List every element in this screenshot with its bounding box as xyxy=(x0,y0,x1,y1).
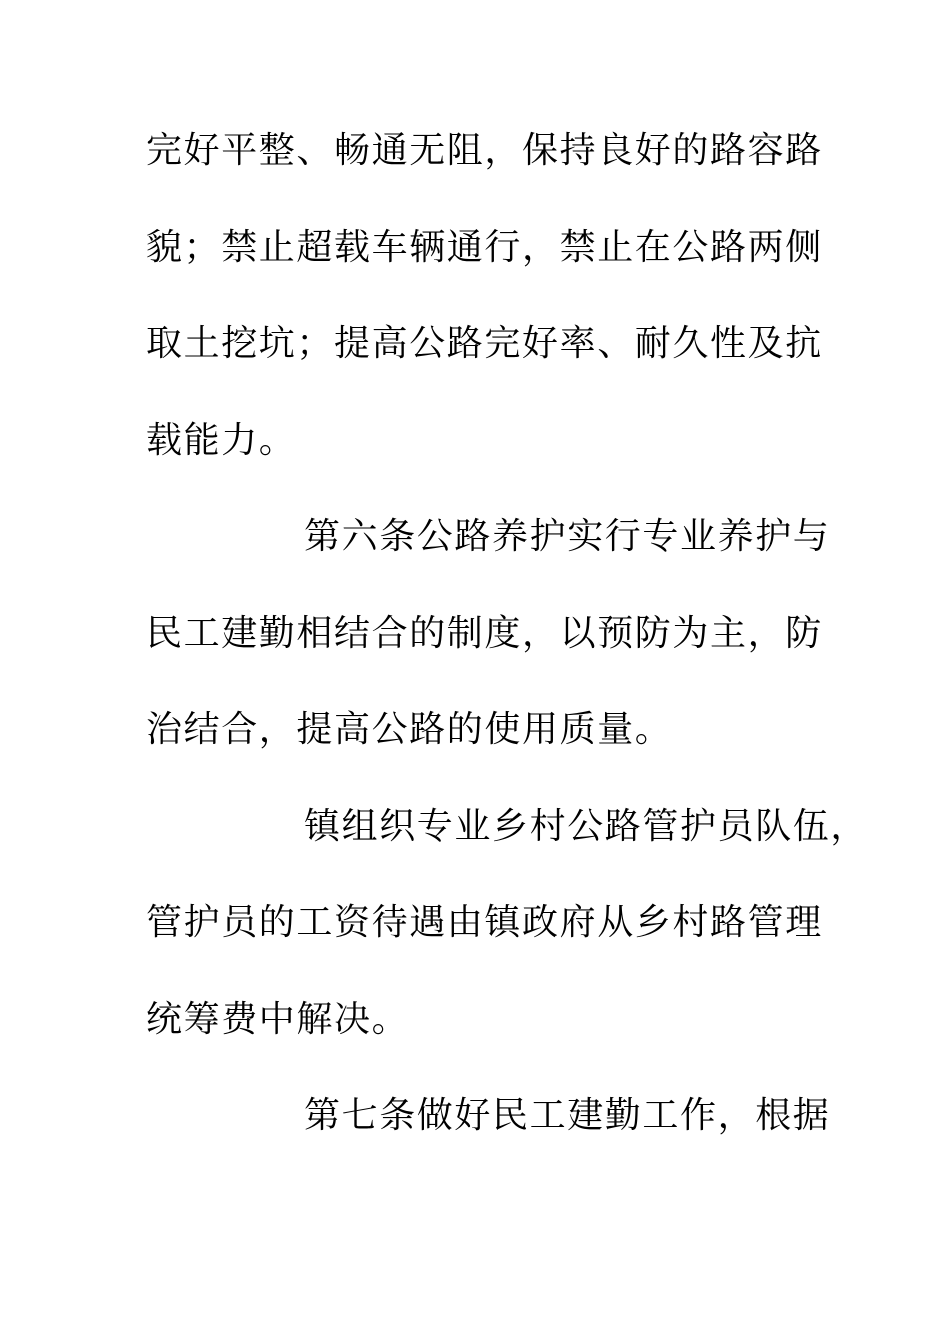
paragraph-start-article-6: 第六条公路养护实行专业养护与 xyxy=(304,516,831,557)
document-body xyxy=(146,118,869,1180)
paragraph-start-article-7: 第七条做好民工建勤工作，根据 xyxy=(304,1095,831,1136)
text-line: 管护员的工资待遇由镇政府从乡村路管理 xyxy=(146,902,823,943)
text-line: 统筹费中解决。 xyxy=(146,998,410,1040)
text-line: 载能力。 xyxy=(146,419,297,461)
text-line: 取土挖坑；提高公路完好率、耐久性及抗 xyxy=(146,323,823,364)
text-line: 民工建勤相结合的制度，以预防为主，防 xyxy=(146,612,823,654)
text-line: 完好平整、畅通无阻，保持良好的路容路 xyxy=(146,130,823,171)
text-line: 治结合，提高公路的使用质量。 xyxy=(146,709,673,750)
text-line: 貌；禁止超载车辆通行，禁止在公路两侧 xyxy=(146,226,823,268)
paragraph-start-maintenance-team: 镇组织专业乡村公路管护员队伍， xyxy=(304,805,869,847)
